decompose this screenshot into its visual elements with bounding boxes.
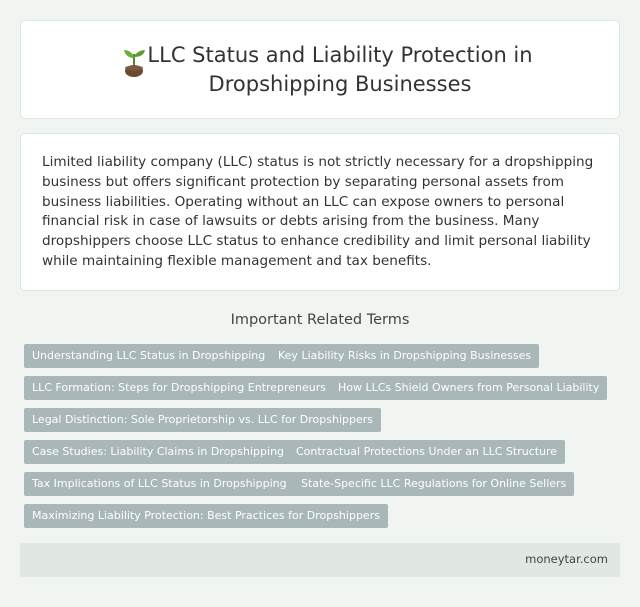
- description-card: [20, 133, 620, 291]
- related-term-tag[interactable]: Key Liability Risks in Dropshipping Businesses: [270, 344, 539, 368]
- title-card: [20, 20, 620, 119]
- related-term-tag[interactable]: Understanding LLC Status in Dropshipping: [24, 344, 273, 368]
- related-term-tag[interactable]: How LLCs Shield Owners from Personal Liability: [330, 376, 607, 400]
- related-terms-heading: Important Related Terms: [230, 312, 410, 328]
- page-title: LLC Status and Liability Protection in Dropshipping Businesses: [147, 42, 533, 96]
- footer: [20, 543, 620, 577]
- related-term-tag[interactable]: Tax Implications of LLC Status in Dropshipping: [24, 472, 295, 496]
- related-term-tag[interactable]: Legal Distinction: Sole Proprietorship vs. LLC for Dropshippers: [24, 408, 381, 432]
- related-term-tag[interactable]: Maximizing Liability Protection: Best Practices for Dropshippers: [24, 504, 388, 528]
- description-text: Limited liability company (LLC) status is not strictly necessary for a dropshipping business but offers significant protection by separating personal assets from business liabilities. Operating without an LLC can expose owners to personal financial risk in case of lawsuits or debts arising from the business. Many dropshippers choose LLC status to enhance credibility and limit personal liability while maintaining flexible management and tax benefits.: [42, 154, 594, 269]
- related-term-tag[interactable]: Contractual Protections Under an LLC Structure: [288, 440, 565, 464]
- footer-site-link[interactable]: moneytar.com: [525, 552, 608, 566]
- related-term-tag[interactable]: Case Studies: Liability Claims in Dropshipping: [24, 440, 292, 464]
- related-term-tag[interactable]: LLC Formation: Steps for Dropshipping Entrepreneurs: [24, 376, 334, 400]
- related-term-tag[interactable]: State-Specific LLC Regulations for Online Sellers: [293, 472, 574, 496]
